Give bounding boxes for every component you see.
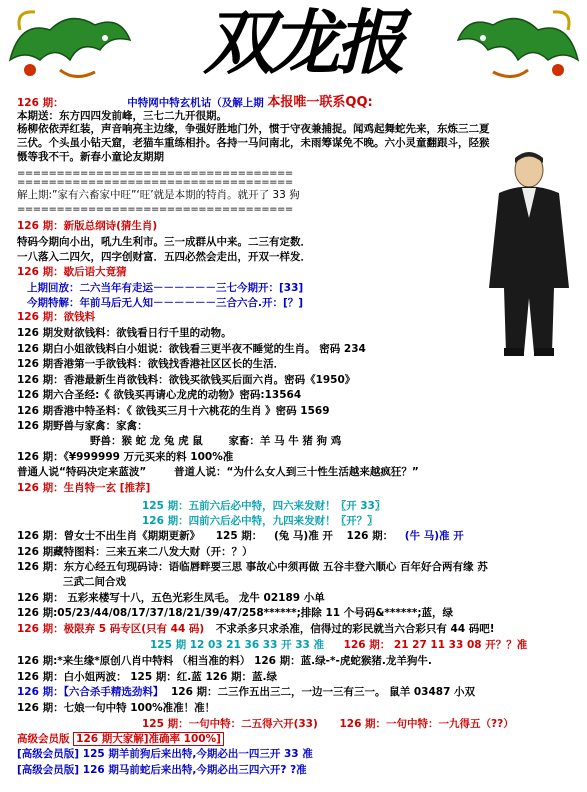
jixian-125: 125 期 12 03 21 36 33 开 33 准 [150, 639, 324, 651]
yiju-126: 126 期：一句中特：一九得五（??） [339, 718, 514, 730]
dragon-right-image [448, 0, 587, 86]
jixian-126: 126 期： 21 27 11 33 08 开？？准 [343, 639, 528, 651]
yuqian-line: 126 期六合圣经:《 欲钱买再请心龙虎的动物》密码:13564 [17, 389, 302, 401]
yeshou-list [90, 435, 341, 448]
vip-row [17, 733, 224, 746]
xiehouyu-replay: 上期回放：二六当年有走运－－－－－－三七今期开：[33] [27, 282, 304, 294]
xinjing-line: 126 期：东方心经五句现码诗：语临唇畔要三思 事故心中须再做 五谷丰登六顺心 百年好合两有缘 苏 [17, 561, 488, 573]
jixian-label: 126 期：极限弃 5 码专区(只有 44 码) [17, 623, 205, 635]
zeng-125-label: 125 期： [215, 530, 263, 542]
poem-line-2: 一八落入二四欠，四字创财富．五四必然会走出，开双一样发． [17, 251, 311, 263]
shengxiao-126: 126 期：四前六后必中特，九四来发财！〖开？〗 [142, 515, 378, 527]
section-title-xiehouyu: 126 期：歇后语大竟猜 [17, 266, 127, 278]
issue-subtitle: 中特网中特玄机诂（及解上期 [127, 97, 264, 109]
section-title-yuqian: 126 期：欲钱料 [17, 311, 96, 323]
issue-number: 126 期： [17, 97, 64, 109]
riddle-line-4: 慑等我不干。新春小童论友期期 [17, 151, 164, 163]
riddle-line-3: 三伏。个头虽小钻天窟，老猫车重练相扑。各持一马问南北，未雨筹谋免不晚。六小灵童翻跟斗，陉猴 [17, 137, 490, 149]
yuqian-line: 126 期香港中特圣料：《 欲钱买三月十六桃花的生肖 》密码 1569 [17, 405, 330, 417]
section-title-shengxiao: 126 期：生肖特一玄 [推荐] [17, 482, 151, 494]
putong-row [17, 466, 419, 479]
page-title: 双龙报 [203, 1, 402, 84]
jixian-row [17, 623, 495, 636]
shashou-text: 126 期：二三作五出三二，一边一三有三一。 鼠羊 03487 小双 [170, 686, 476, 698]
shashou-label: 126 期：【六合杀手精选劲料】 [17, 686, 164, 698]
jixian-text: 不求杀多只求杀准，信得过的彩民就当六合彩只有 44 码吧! [215, 623, 495, 635]
xinjing-line-cont: 三武二间合戏 [63, 576, 126, 588]
zeng-125-value: (兔 马)准 开 [273, 530, 333, 542]
laishengyuan-line: 126 期:*来生缘*原创八肖中特料 （相当准的料） 126 期：蓝.绿-*-虎蛇猴猪.龙羊狗牛. [17, 655, 432, 667]
yuqian-line: 126 期香港第一手欲钱料：欲钱找香港社区区长的生活． [17, 358, 285, 370]
cangte-line: 126 期藏特图料：三来五来二八发大财（开：？） [17, 546, 253, 558]
man-in-suit-image [474, 148, 584, 358]
zeng-row [17, 530, 464, 543]
zeng-label: 126 期：曾女士不出生肖《期期更新》 [17, 530, 201, 542]
yuqian-line: 126 期：香港最新生肖欲钱料：欲钱买欲钱买后面六肖。密码《1950》 [17, 374, 356, 386]
zeng-126-value: (牛 马)准 开 [404, 530, 464, 542]
wucai-line: 126 期： 五彩来楼写十八，五色光彩生凤毛。 龙牛 02189 小单 [17, 592, 325, 604]
vip-line-126 [17, 764, 307, 777]
putong-left: 普通人说“特码决定来蓝波” [17, 466, 147, 478]
contact-qq: 本报唯一联系QQ: [267, 95, 373, 110]
vip-accuracy: 126 期大家解]准确率 100%] [73, 732, 224, 746]
masthead [0, 0, 587, 96]
jiaqin-label: 家畜：羊 马 牛 猪 狗 鸡 [228, 435, 342, 447]
riddle-line-2: 杨柳依依弄红装，声音响亮主边缘，争强好胜地门外，惯于守夜兼捕捉。闻鸡起舞蛇先来，东炼三二夏 [17, 123, 490, 135]
separator: =================================== [17, 177, 293, 188]
shashou-row [17, 686, 475, 699]
last-issue-answer: 解上期:”家有六畜家中旺”‘旺’就是本期的特肖。就开了 33 狗 [17, 189, 300, 201]
baixiaojie-line: 126 期：白小姐两波： 125 期：红.蓝 126 期：蓝.绿 [17, 671, 278, 683]
yuqian-line: 126 期发财欲钱料：欲钱看日行千里的动物。 [17, 327, 232, 339]
vip-label: 高级会员版 [17, 733, 70, 745]
issue-header-row [17, 96, 373, 110]
yiju-125: 125 期：一句中特：二五得六开(33) [142, 718, 318, 730]
poem-line-1: 特码今期向小出，吼九生利市。三一成群从中来。二三有定数． [17, 236, 311, 248]
vip-tag: [高级会员版] [17, 748, 80, 760]
riddle-line-1: 本期送：东方四四发前峰，三七二九开很期。 [17, 110, 227, 122]
section-title-poem: 126 期：新版总纲诗(猜生肖) [17, 220, 158, 232]
jixian-results [150, 639, 527, 652]
shengxiao-125: 125 期：五前六后必中特，四六来发财！〖开 33〗 [142, 500, 386, 512]
qiniang-line: 126 期：七娘一句中特 100%准准！准！ [17, 702, 216, 714]
vip-text: 125 期羊前狗后来出特,今期必出一四三开 33 准 [82, 748, 313, 760]
vip-text: 126 期马前蛇后来出特,今期必出三四六开? ?准 [82, 764, 307, 776]
yuqian-line: 126 期野兽与家禽：家禽： [17, 420, 148, 432]
separator: =================================== [17, 168, 293, 179]
yiju-row [142, 718, 514, 731]
xiehouyu-current: 今期特解：年前马后无人知－－－－－－三合六合.开：[？] [27, 297, 304, 309]
yuqian-line: 126 期白小姐欲钱料白小姐说：欲钱看三更半夜不睡觉的生肖。 密码 234 [17, 343, 366, 355]
separator: =================================== [17, 204, 293, 215]
vip-line-125 [17, 748, 313, 761]
vip-tag: [高级会员版] [17, 764, 80, 776]
putong-right: 普道人说：“为什么女人到三十性生活越来越疯狂？” [173, 466, 419, 478]
money-line: 126 期：《¥999999 万元买来的料 100%准 [17, 451, 234, 463]
paichu-line: 126 期:05/23/44/08/17/37/18/21/39/47/258******;排除 11 个号码&******;蓝，绿 [17, 607, 454, 619]
dragon-left-image [0, 0, 140, 86]
zeng-126-label: 126 期： [346, 530, 394, 542]
yeshou-label: 野兽：猴 蛇 龙 兔 虎 鼠 [90, 435, 203, 447]
